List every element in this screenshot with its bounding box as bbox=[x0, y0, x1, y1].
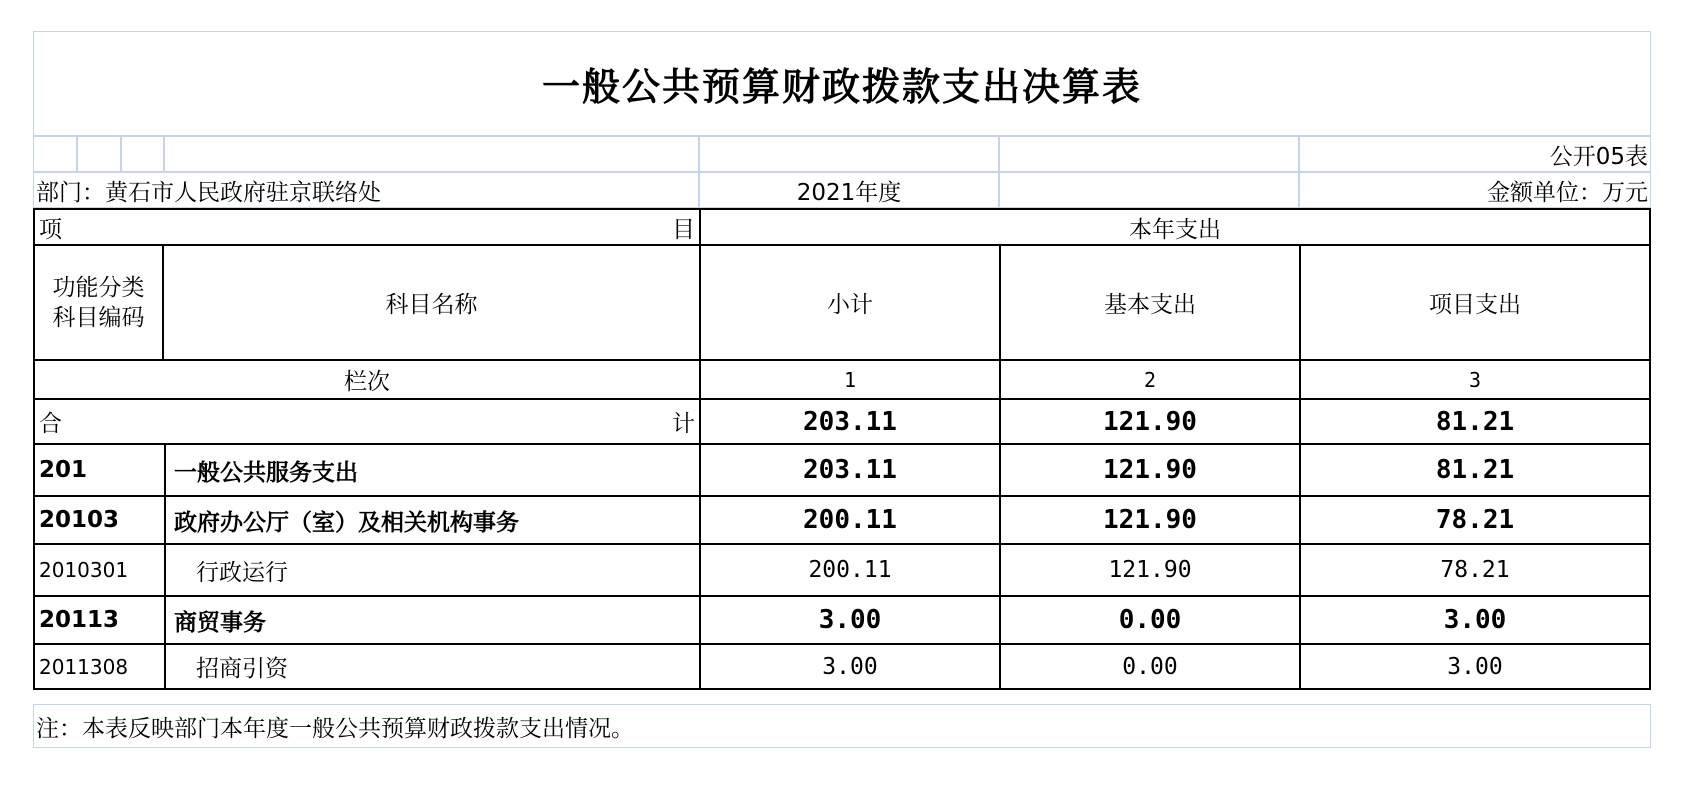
subtotal-header: 小计 bbox=[699, 246, 999, 361]
cell-subtotal: 3.00 bbox=[699, 597, 999, 645]
cell-project: 78.21 bbox=[1299, 545, 1651, 597]
total-basic: 121.90 bbox=[999, 400, 1299, 445]
cell-name: 商贸事务 bbox=[164, 597, 699, 645]
total-label-right: 计 bbox=[672, 411, 695, 437]
total-label bbox=[33, 400, 699, 445]
current-year-header: 本年支出 bbox=[699, 208, 1651, 246]
cell-basic: 121.90 bbox=[999, 545, 1299, 597]
cell-name: 一般公共服务支出 bbox=[164, 445, 699, 497]
cell-code: 2010301 bbox=[33, 545, 164, 597]
cell-basic: 0.00 bbox=[999, 597, 1299, 645]
cell-project: 3.00 bbox=[1299, 645, 1651, 690]
grid-cell bbox=[164, 136, 699, 172]
code-header: 功能分类科目编码 bbox=[33, 246, 164, 361]
fiscal-year: 2021年度 bbox=[699, 172, 999, 208]
cell-subtotal: 200.11 bbox=[699, 545, 999, 597]
column-seq-2: 2 bbox=[999, 361, 1299, 400]
grid-cell bbox=[999, 136, 1299, 172]
grid-cell bbox=[121, 136, 164, 172]
cell-name: 行政运行 bbox=[164, 545, 699, 597]
cell-project: 78.21 bbox=[1299, 497, 1651, 545]
cell-code: 20103 bbox=[33, 497, 164, 545]
column-seq-3: 3 bbox=[1299, 361, 1651, 400]
cell-code: 2011308 bbox=[33, 645, 164, 690]
cell-subtotal: 203.11 bbox=[699, 445, 999, 497]
cell-name: 招商引资 bbox=[164, 645, 699, 690]
grid-cell bbox=[699, 136, 999, 172]
column-seq-1: 1 bbox=[699, 361, 999, 400]
name-header: 科目名称 bbox=[164, 246, 699, 361]
total-subtotal: 203.11 bbox=[699, 400, 999, 445]
cell-subtotal: 3.00 bbox=[699, 645, 999, 690]
table-title: 一般公共预算财政拨款支出决算表 bbox=[33, 31, 1651, 136]
cell-project: 3.00 bbox=[1299, 597, 1651, 645]
cell-basic: 121.90 bbox=[999, 497, 1299, 545]
grid-cell bbox=[77, 136, 121, 172]
item-header-right: 目 bbox=[672, 216, 695, 243]
total-label-left: 合 bbox=[39, 411, 62, 437]
cell-basic: 0.00 bbox=[999, 645, 1299, 690]
form-number: 公开05表 bbox=[1299, 136, 1651, 172]
item-header bbox=[33, 208, 699, 246]
basic-header: 基本支出 bbox=[999, 246, 1299, 361]
project-header: 项目支出 bbox=[1299, 246, 1651, 361]
column-seq-label: 栏次 bbox=[33, 361, 699, 400]
item-header-left: 项 bbox=[39, 216, 62, 243]
cell-project: 81.21 bbox=[1299, 445, 1651, 497]
cell-code: 201 bbox=[33, 445, 164, 497]
grid-cell bbox=[999, 172, 1299, 208]
cell-subtotal: 200.11 bbox=[699, 497, 999, 545]
cell-basic: 121.90 bbox=[999, 445, 1299, 497]
cell-code: 20113 bbox=[33, 597, 164, 645]
department-label: 部门：黄石市人民政府驻京联络处 bbox=[33, 172, 699, 208]
cell-name: 政府办公厅（室）及相关机构事务 bbox=[164, 497, 699, 545]
table-note: 注：本表反映部门本年度一般公共预算财政拨款支出情况。 bbox=[33, 704, 1651, 748]
total-project: 81.21 bbox=[1299, 400, 1651, 445]
grid-cell bbox=[33, 136, 77, 172]
expenditure-table bbox=[33, 31, 1651, 753]
amount-unit: 金额单位：万元 bbox=[1299, 172, 1651, 208]
